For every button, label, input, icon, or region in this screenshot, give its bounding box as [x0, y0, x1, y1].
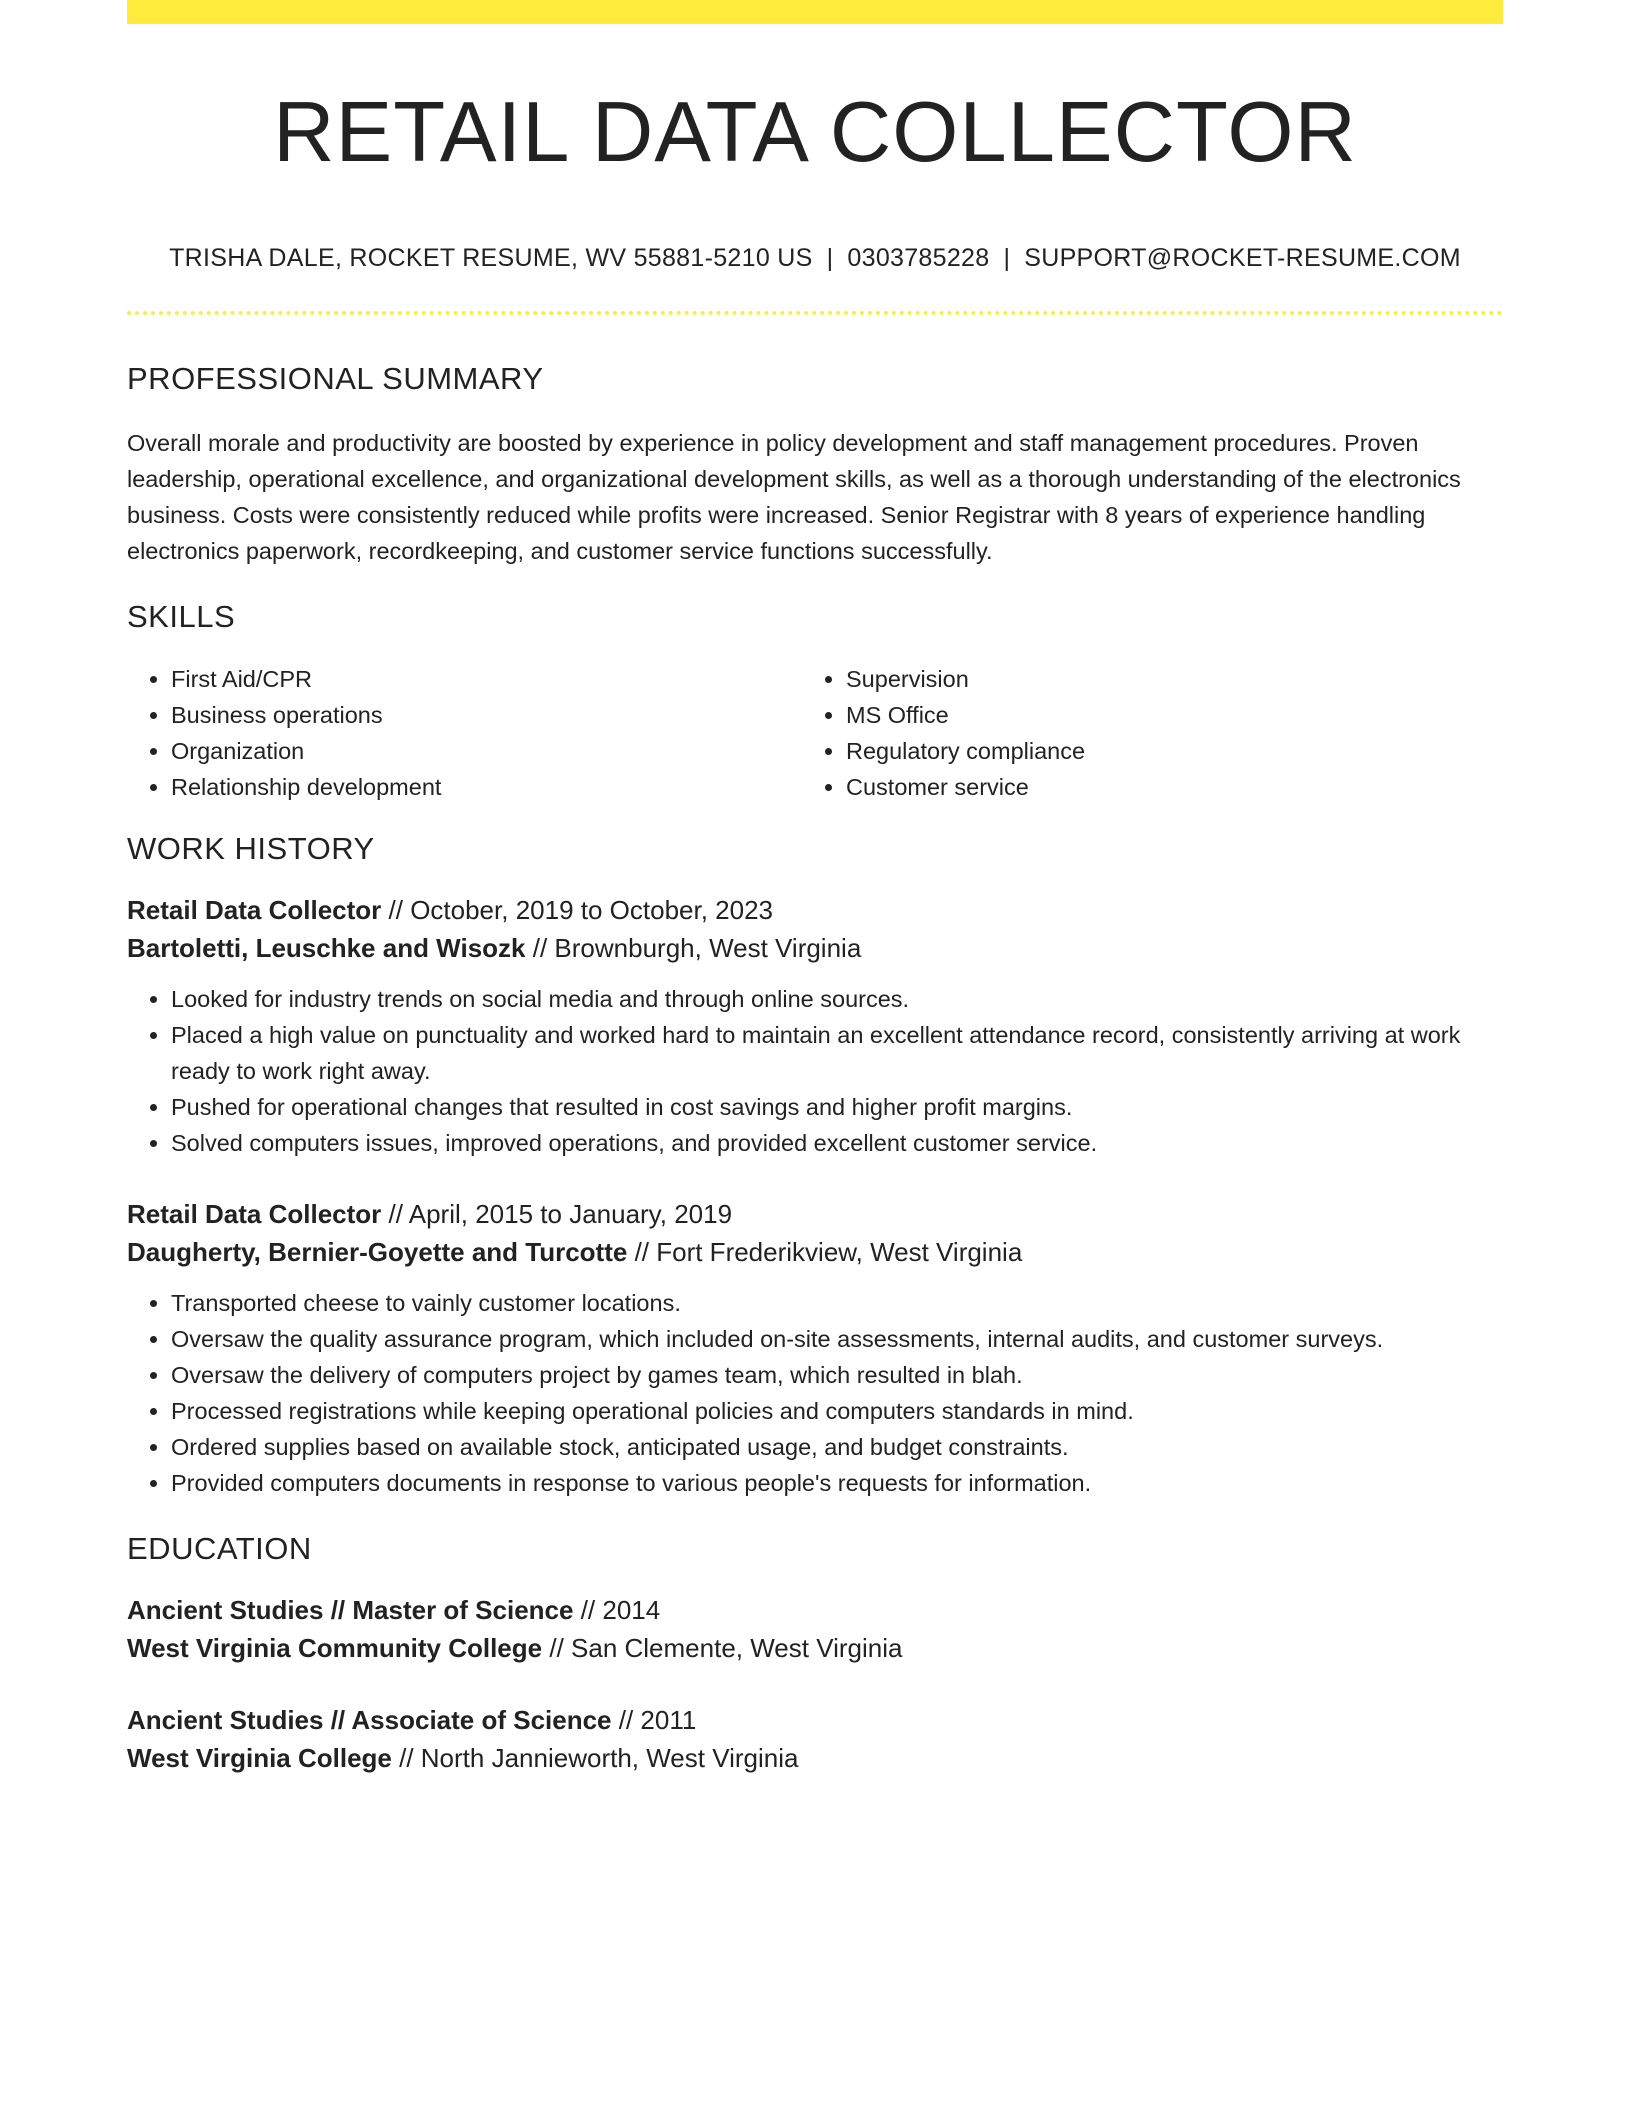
education-degree-line [127, 1701, 1503, 1739]
job-bullet: • Oversaw the delivery of computers project by games team, which resulted in blah. [171, 1357, 1503, 1393]
skills-list-left [127, 661, 802, 805]
job-title: Retail Data Collector [127, 1198, 382, 1229]
education-school: West Virginia Community College [127, 1632, 543, 1663]
education-year: // 2014 [573, 1594, 661, 1625]
education-location: // North Jannieworth, West Virginia [391, 1742, 799, 1773]
job-entry [127, 891, 1503, 1161]
contact-separator: | [1003, 243, 1011, 272]
job-title-line [127, 1195, 1503, 1233]
skill-item: • First Aid/CPR [171, 661, 802, 697]
education-school-line [127, 1629, 1503, 1667]
contact-email: SUPPORT@ROCKET-RESUME.COM [1024, 243, 1461, 272]
job-company-line [127, 1233, 1503, 1271]
job-bullet: • Looked for industry trends on social media and through online sources. [171, 981, 1503, 1017]
education-year: // 2011 [611, 1704, 697, 1735]
education-school: West Virginia College [127, 1742, 392, 1773]
resume-title: RETAIL DATA COLLECTOR [273, 85, 1357, 180]
skill-item: • Supervision [846, 661, 1477, 697]
skill-item: • MS Office [846, 697, 1477, 733]
education-entry [127, 1591, 1503, 1667]
job-bullets [127, 981, 1503, 1161]
job-bullet: • Pushed for operational changes that resulted in cost savings and higher profit margins. [171, 1089, 1503, 1125]
education-location: // San Clemente, West Virginia [542, 1632, 903, 1663]
job-location: // Brownburgh, West Virginia [525, 932, 862, 963]
education-heading: EDUCATION [127, 1530, 312, 1566]
skill-item: • Business operations [171, 697, 802, 733]
job-bullet: • Oversaw the quality assurance program, which included on-site assessments, internal audits, and customer surveys. [171, 1321, 1503, 1357]
skill-item: • Regulatory compliance [846, 733, 1477, 769]
job-bullets [127, 1285, 1503, 1501]
education-degree-line [127, 1591, 1503, 1629]
job-company-line [127, 929, 1503, 967]
education-entry [127, 1701, 1503, 1777]
summary-text: Overall morale and productivity are boosted by experience in policy development and staff management procedures. Proven leadership, operational excellence, and organizational development skills, as well as a thorough understanding of the electronics business. Costs were consistently reduced while profits were increased. Senior Registrar with 8 years of experience handling electronics paperwork, recordkeeping, and customer service functions successfully. [127, 429, 1461, 564]
job-bullet: • Provided computers documents in response to various people's requests for information. [171, 1465, 1503, 1501]
summary-heading: PROFESSIONAL SUMMARY [127, 360, 544, 396]
accent-top-bar [127, 0, 1503, 24]
skill-item: • Customer service [846, 769, 1477, 805]
job-dates: // April, 2015 to January, 2019 [381, 1198, 733, 1229]
work-history-heading: WORK HISTORY [127, 830, 375, 866]
skills-grid [127, 661, 1503, 805]
skills-list-right [802, 661, 1477, 805]
job-title-line [127, 891, 1503, 929]
education-degree: Ancient Studies // Associate of Science [127, 1704, 612, 1735]
job-bullet: • Ordered supplies based on available stock, anticipated usage, and budget constraints. [171, 1429, 1503, 1465]
skills-heading: SKILLS [127, 598, 236, 634]
skill-item: • Relationship development [171, 769, 802, 805]
contact-line [127, 244, 1503, 273]
job-dates: // October, 2019 to October, 2023 [381, 894, 773, 925]
job-bullet: • Processed registrations while keeping operational policies and computers standards in mind. [171, 1393, 1503, 1429]
job-bullet: • Solved computers issues, improved operations, and provided excellent customer service. [171, 1125, 1503, 1161]
skill-item: • Organization [171, 733, 802, 769]
job-company: Bartoletti, Leuschke and Wisozk [127, 932, 526, 963]
job-title: Retail Data Collector [127, 894, 382, 925]
job-company: Daugherty, Bernier-Goyette and Turcotte [127, 1236, 628, 1267]
education-school-line [127, 1739, 1503, 1777]
job-location: // Fort Frederikview, West Virginia [627, 1236, 1023, 1267]
contact-address: TRISHA DALE, ROCKET RESUME, WV 55881-5210 US [169, 243, 813, 272]
contact-separator: | [826, 243, 834, 272]
job-bullet: • Transported cheese to vainly customer locations. [171, 1285, 1503, 1321]
job-bullet: • Placed a high value on punctuality and worked hard to maintain an excellent attendance record, consistently arriving at work ready to work right away. [171, 1017, 1503, 1089]
contact-phone: 0303785228 [847, 243, 990, 272]
dotted-divider [127, 311, 1503, 315]
resume-page [127, 0, 1503, 1777]
education-degree: Ancient Studies // Master of Science [127, 1594, 574, 1625]
job-entry [127, 1195, 1503, 1501]
